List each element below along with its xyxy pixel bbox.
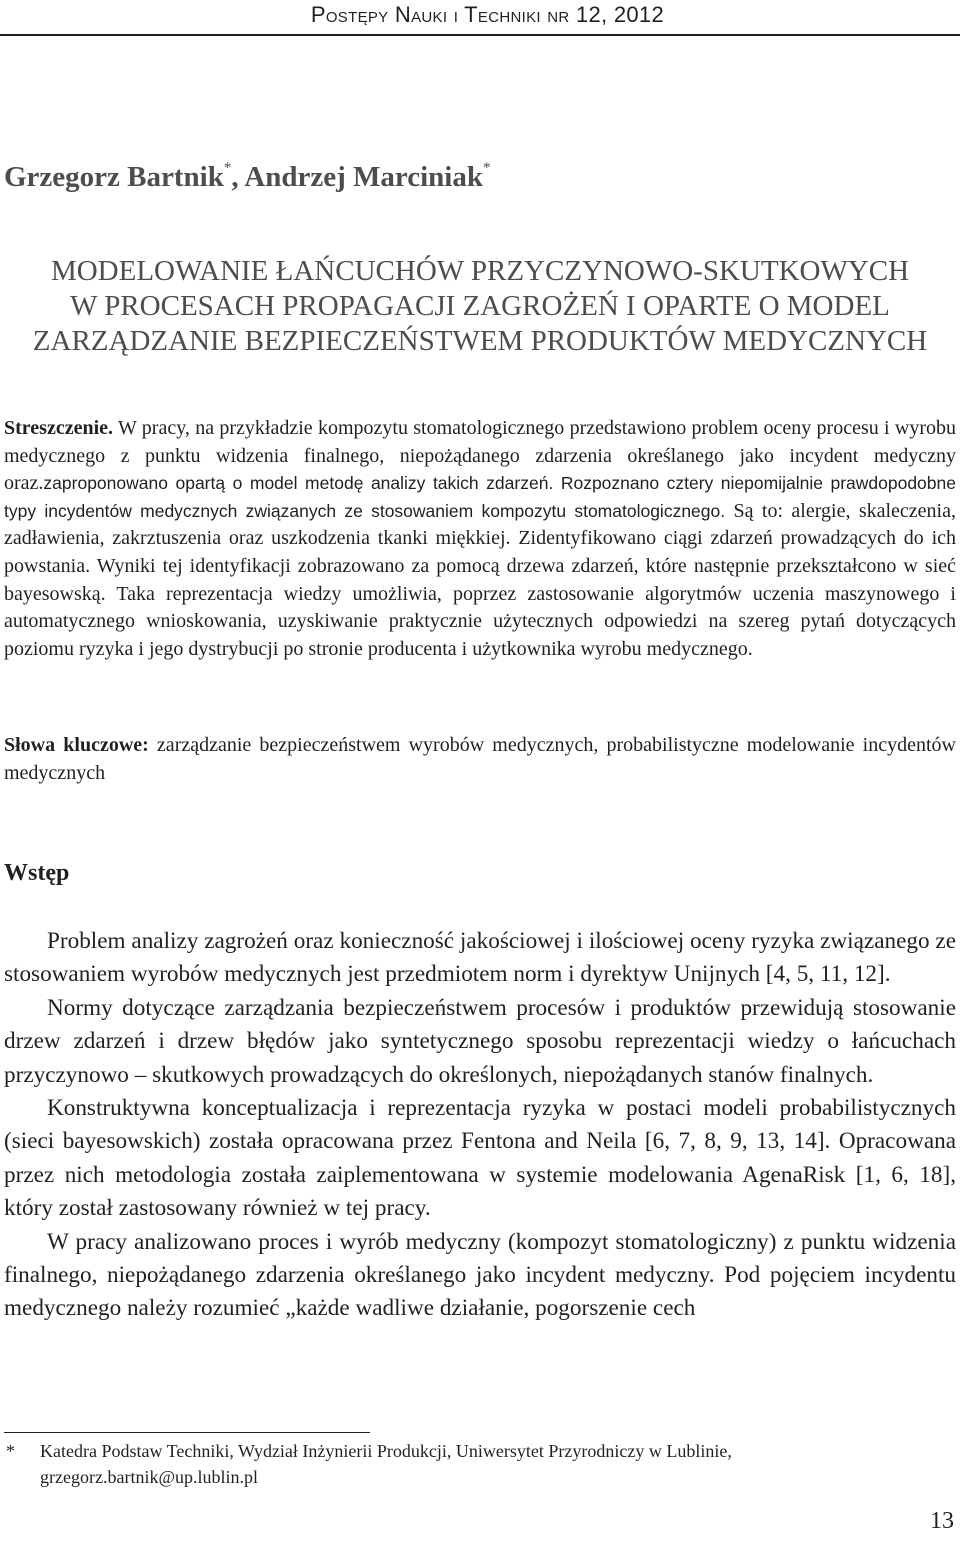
paragraph-3: Konstruktywna konceptualizacja i reprezentacja ryzyka w postaci modeli probabilistycznych (sieci bayesowskich) została opracowana przez Fentona and Neila [6, 7, 8, 9, 13, 14]. Opracowana przez nich metodologia została zaiplementowana w systemie modelowania AgenaRisk [1, 6, 18], który został zastosowany również w tej pracy. (4, 1095, 956, 1222)
abstract-label: Streszczenie. (4, 417, 114, 439)
abstract-text-part-2: zaproponowano opartą o model metodę analizy takich zdarzeń. Rozpoznano cztery niepomijalnie prawdopodobne typy incydentów medycznych związanych ze stosowaniem kompozytu stomatologicznego. (4, 473, 956, 521)
section-body (4, 925, 956, 1326)
authors (4, 160, 490, 194)
header-rule (0, 34, 960, 36)
author-separator: , (231, 161, 245, 193)
footnote-email: grzegorz.bartnik@up.lublin.pl (40, 1467, 259, 1487)
author-1: Grzegorz Bartnik (4, 161, 224, 193)
title-line-3: ZARZĄDZANIE BEZPIECZEŃSTWEM PRODUKTÓW MEDYCZNYCH (32, 325, 928, 357)
footnote (4, 1438, 944, 1490)
author-1-mark: * (223, 160, 232, 176)
title-line-2: W PROCESACH PROPAGACJI ZAGROŻEŃ I OPARTE O MODEL (70, 290, 890, 322)
keywords (4, 731, 956, 787)
page-number: 13 (930, 1508, 954, 1534)
author-2-mark: * (482, 160, 491, 176)
paragraph-4: W pracy analizowano proces i wyrób medyczny (kompozyt stomatologiczny) z punktu widzenia finalnego, niepożądanego zdarzenia określanego jako incydent medyczny. Pod pojęciem incydentu medycznego należy rozumieć „każde wadliwe działanie, pogorszenie cech (4, 1228, 956, 1322)
abstract (4, 415, 956, 663)
footnote-mark: * (6, 1441, 15, 1461)
paragraph-1: Problem analizy zagrożeń oraz konieczność jakościowej i ilościowej oceny ryzyka związanego ze stosowaniem wyrobów medycznych jest przedmiotem norm i dyrektyw Unijnych [4, 5, 11, 12]. (4, 928, 956, 988)
title-line-1: MODELOWANIE ŁAŃCUCHÓW PRZYCZYNOWO-SKUTKOWYCH (50, 255, 910, 287)
abstract-text-part-3: Są to: alergie, skaleczenia, zadławienia, zakrztuszenia oraz uszkodzenia tkanki miękkiej. Zidentyfikowano ciągi zdarzeń prowadzących do ich powstania. Wyniki tej identyfikacji zobrazowano za pomocą drzewa zdarzeń, które następnie przekształcono w sieć bayesowską. Taka reprezentacja wiedzy umożliwia, poprzez zastosowanie algorytmów uczenia maszynowego i automatycznego wnioskowania, uzyskiwanie praktycznie użytecznych odpowiedzi na szereg pytań dotyczących poziomu ryzyka i jego dystrybucji po stronie producenta i użytkownika wyrobu medycznego. (4, 499, 956, 660)
paper-title (0, 254, 960, 359)
footnote-affiliation: Katedra Podstaw Techniki, Wydział Inżynierii Produkcji, Uniwersytet Przyrodniczy w Lublinie, (40, 1441, 732, 1461)
author-2: Andrzej Marciniak (244, 161, 483, 193)
paragraph-2: Normy dotyczące zarządzania bezpieczeństwem procesów i produktów przewidują stosowanie drzew zdarzeń i drzew błędów jako syntetycznego sposobu reprezentacji wiedzy o łańcuchach przyczynowo – skutkowych prowadzących do określonych, niepożądanych stanów finalnych. (4, 994, 956, 1088)
section-title: Wstęp (4, 860, 70, 886)
footnote-rule (4, 1432, 370, 1433)
keywords-text: zarządzanie bezpieczeństwem wyrobów medycznych, probabilistyczne modelowanie incydentów medycznych (4, 734, 956, 784)
journal-header: Postępy Nauki i Techniki nr 12, 2012 (310, 2, 664, 27)
abstract-text-part-1: W pracy, na przykładzie kompozytu stomatologicznego przedstawiono problem oceny procesu i wyrobu medycznego z punktu widzenia finalnego, niepożądanego zdarzenia określanego jako incydent medyczny oraz. (4, 417, 956, 495)
keywords-label: Słowa kluczowe: (4, 734, 149, 756)
